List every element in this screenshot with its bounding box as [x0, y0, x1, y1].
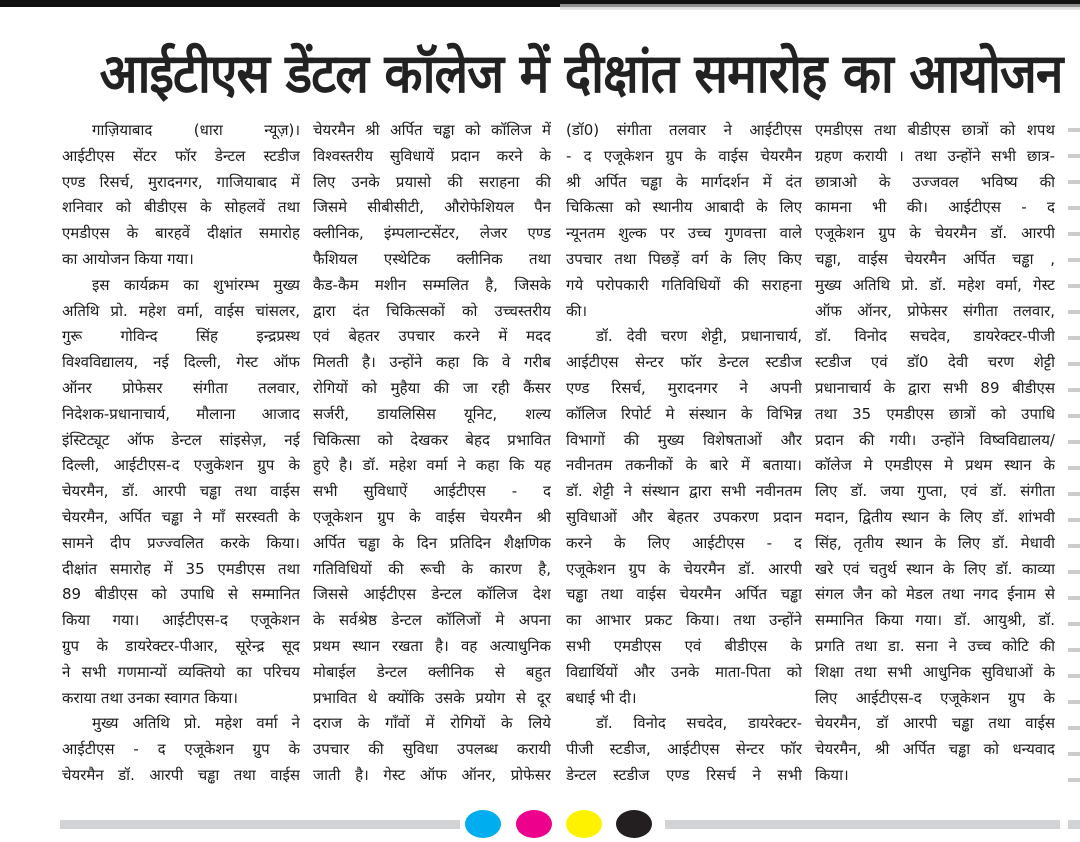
text-line: डॉ. विनोद सचदेव, डायरेक्टर-पीजी	[815, 327, 1055, 346]
text-line: अतिथि प्रो. महेश वर्मा, वाईस चांसलर,	[62, 301, 300, 320]
text-line: डेन्टल स्टडीज एण्ड रिसर्च ने सभी	[566, 765, 802, 784]
text-line: चेयरमैन डॉ. आरपी चड्ढा तथा वाईस	[62, 765, 300, 784]
text-line: इस कार्यक्रम का शुभांरम्भ मुख्य	[92, 275, 300, 294]
text-line: कॉलेज मे एमडीएस मे प्रथम स्थान के	[815, 456, 1055, 475]
text-line: डॉ. शेट्टी ने संस्थान द्वारा सभी नवीनतम	[566, 482, 802, 501]
text-line: पीजी स्टडीज, आईटीएस सेन्टर फॉर	[566, 740, 802, 759]
text-line: प्रधानाचार्य के द्वारा सभी 89 बीडीएस	[815, 378, 1055, 397]
text-line: एमडीएस तथा बीडीएस छात्रों को शपथ	[815, 121, 1055, 139]
text-line: विश्वविद्यालय, नई दिल्ली, गेस्ट ऑफ	[62, 353, 300, 372]
text-line: इंस्टिट्यूट ऑफ डेन्टल सांइसेज़, नई	[62, 430, 300, 449]
paragraph	[566, 324, 802, 711]
text-line: प्रभावित थे क्योंकि उसके प्रयोग से दूर	[313, 688, 551, 707]
text-line: शिक्षा तथा सभी आधुनिक सुविधाओं के	[815, 662, 1055, 681]
yellow-registration-dot	[566, 810, 602, 838]
text-line: ऑनर प्रोफेसर संगीता तलवार,	[62, 378, 300, 397]
paragraph	[313, 118, 551, 789]
text-line: दीक्षांत समारोह में 35 एमडीएस तथा	[62, 559, 300, 578]
article-column-4	[815, 118, 1055, 789]
text-line: विश्वस्तरीय सुविधायें प्रदान करने के	[313, 146, 551, 165]
text-line: चेयरमैन, डॉ आरपी चड्ढा तथा वाईस	[815, 714, 1055, 733]
text-line: एमडीएस के बारहवें दीक्षांत समारोह	[62, 224, 300, 243]
bottom-rule-right	[665, 820, 1060, 829]
text-line: श्री अर्पित चड्ढा के मार्गदर्शन में दंत	[566, 172, 802, 191]
text-line: डॉ. देवी चरण शेट्टी, प्रधानाचार्य,	[596, 327, 802, 346]
text-line: संगल जैन को मेडल तथा नगद ईनाम से	[815, 585, 1055, 604]
text-line: 89 बीडीएस को उपाधि से सम्मानित	[62, 585, 300, 604]
text-line: निदेशक-प्रधानाचार्य, मौलाना आजाद	[62, 404, 300, 423]
text-line: विभागों की मुख्य विशेषताओं और	[566, 430, 802, 449]
text-line: डॉ. विनोद सचदेव, डायरेक्टर-	[596, 714, 802, 733]
text-line: तथा 35 एमडीएस छात्रों को उपाधि	[815, 404, 1055, 423]
text-line: आईटीएस - द एजूकेशन ग्रुप के	[62, 740, 300, 759]
text-line: स्टडीज एवं डॉ0 देवी चरण शेट्टी	[815, 353, 1055, 372]
text-line: लिए आईटीएस-द एजूकेशन ग्रुप के	[815, 688, 1055, 707]
text-line: सम्मानित किया गया। डॉ. आयुश्री, डॉ.	[815, 611, 1055, 630]
adjacent-column-edge	[1068, 118, 1080, 798]
text-line: ने सभी गणमान्यों व्यक्तियो का परिचय	[62, 662, 300, 681]
text-line: एण्ड रिसर्च, मुरादनगर ने अपनी	[566, 378, 802, 397]
text-line: प्रथम स्थान रखता है। वह अत्याधुनिक	[313, 636, 551, 655]
text-line: खरे एवं चतुर्थ स्थान के लिए डॉ. काव्या	[815, 559, 1055, 578]
text-line: चिकित्सा को स्थानीय आबादी के लिए	[566, 198, 802, 217]
article-column-3	[566, 118, 802, 789]
text-line: जिसमे सीबीसीटी, औरोफेशियल पैन	[313, 198, 551, 217]
text-line: किया गया। आईटीएस-द एजूकेशन	[62, 611, 300, 630]
text-line: एजूकेशन ग्रुप के वाईस चेयरमैन श्री	[313, 507, 551, 526]
text-line: एण्ड रिसर्च, मुरादनगर, गाजियाबाद में	[62, 172, 300, 191]
text-line: किया।	[815, 765, 849, 784]
text-line: आईटीएस सेन्टर फॉर डेन्टल स्टडीज	[566, 353, 802, 372]
text-line: दराज के गाँवों में रोगियों के लिये	[313, 714, 551, 733]
text-line: सुविधाओं और बेहतर उपकरण प्रदान	[566, 507, 802, 526]
text-line: गुरू गोविन्द सिंह इन्द्रप्रस्थ	[62, 327, 300, 346]
text-line: चड्ढा, वाईस चेयरमैन अर्पित चड्ढा ,	[815, 249, 1055, 268]
paragraph	[62, 118, 300, 273]
text-line: चड्ढा तथा वाईस चेयरमैन अर्पित चड्ढा	[566, 585, 802, 604]
text-line: प्रदान की गयी। उन्होंने विष्वविद्यालय/	[815, 430, 1055, 449]
text-line: का आभार प्रकट किया। तथा उन्होंने	[566, 611, 802, 630]
magenta-registration-dot	[516, 810, 552, 838]
text-line: सभी सुविधाऐं आईटीएस - द	[313, 482, 551, 501]
text-line: मिलती है। उन्होंने कहा कि वे गरीब	[313, 353, 551, 372]
text-line: उपचार की सुविधा उपलब्ध करायी	[313, 740, 551, 759]
paragraph	[815, 118, 1055, 789]
text-line: गाज़ियाबाद (धारा न्यूज़)।	[92, 121, 300, 139]
text-line: सर्जरी, डायलिसिस यूनिट, शल्य	[313, 404, 551, 423]
text-line: सभी एमडीएस एवं बीडीएस के	[566, 636, 802, 655]
text-line: प्रगति तथा डा. सना ने उच्च कोटि की	[815, 636, 1055, 655]
text-line: सामने दीप प्रज्ज्वलित करके किया।	[62, 533, 300, 552]
text-line: हुऐ है। डॉ. महेश वर्मा ने कहा कि यह	[313, 456, 551, 475]
text-line: ग्रहण करायी । तथा उन्होंने सभी छात्र-	[815, 146, 1055, 165]
text-line: उपचार तथा पिछड़ें वर्ग के लिए किए	[566, 249, 802, 268]
text-line: फैशियल एस्थेटिक क्लीनिक तथा	[313, 249, 551, 268]
text-line: ग्रुप के डायरेक्टर-पीआर, सूरेन्द्र सूद	[62, 636, 300, 655]
text-line: न्यूनतम शुल्क पर उच्च गुणवत्ता वाले	[566, 224, 802, 243]
text-line: रोगियों को मुहैया की जा रही कैंसर	[313, 378, 551, 397]
text-line: का आयोजन किया गया।	[62, 249, 194, 268]
text-line: क्लीनिक, इंम्पलान्टसेंटर, लेजर एण्ड	[313, 224, 551, 243]
text-line: दिल्ली, आईटीएस-द एजुकेशन ग्रुप के	[62, 456, 300, 475]
paragraph	[62, 711, 300, 788]
text-line: चिकित्सा को देखकर बेहद प्रभावित	[313, 430, 551, 449]
text-line: के सर्वश्रेष्ठ डेन्टल कॉलिजों मे अपना	[313, 611, 551, 630]
text-line: कैड-कैम मशीन सम्मलित है, जिसके	[313, 275, 551, 294]
text-line: द्वारा दंत चिकित्सकों को उच्चस्तरीय	[313, 301, 551, 320]
text-line: गये परोपकारी गतिविधियों की सराहना	[566, 275, 802, 294]
text-line: (डॉ0) संगीता तलवार ने आईटीएस	[566, 121, 802, 139]
paragraph	[62, 273, 300, 712]
paragraph	[566, 118, 802, 324]
text-line: शनिवार को बीडीएस के सोहलवें तथा	[62, 198, 300, 217]
text-line: मदान, द्वितीय स्थान के लिए डॉ. शांभवी	[815, 507, 1055, 526]
text-line: चेयरमैन, श्री अर्पित चड्ढा को धन्यवाद	[815, 740, 1055, 759]
text-line: - द एजूकेशन ग्रुप के वाईस चेयरमैन	[566, 146, 802, 165]
bottom-rule-edge	[1068, 820, 1080, 829]
text-line: चेयरमैन श्री अर्पित चड्ढा को कॉलिज में	[313, 121, 551, 139]
text-line: चेयरमैन, अर्पित चड्ढा ने माँ सरस्वती के	[62, 507, 300, 526]
text-line: जाती है। गेस्ट ऑफ ऑनर, प्रोफेसर	[313, 765, 551, 784]
text-line: कराया तथा उनका स्वागत किया।	[62, 688, 238, 707]
text-line: आईटीएस सेंटर फॉर डेन्टल स्टडीज	[62, 146, 300, 165]
text-line: नवीनतम तकनीकों के बारे में बताया।	[566, 456, 802, 475]
cyan-registration-dot	[465, 810, 501, 838]
text-line: गतिविधियों की रूची के कारण है,	[313, 559, 551, 578]
text-line: की।	[566, 301, 588, 320]
text-line: जिससे आईटीएस डेन्टल कॉलिज देश	[313, 585, 551, 604]
text-line: छात्राओ के उज्जवल भविष्य की	[815, 172, 1055, 191]
text-line: चेयरमैन, डॉ. आरपी चड्ढा तथा वाईस	[62, 482, 300, 501]
text-line: एजूकेशन ग्रुप के चेयरमैन डॉ. आरपी	[566, 559, 802, 578]
article-column-1	[62, 118, 300, 789]
text-line: कामना भी की। आईटीएस - द	[815, 198, 1055, 217]
text-line: मोबाईल डेन्टल क्लीनिक से बहुत	[313, 662, 551, 681]
text-line: कॉलिज रिपोर्ट मे संस्थान के विभिन्न	[566, 404, 802, 423]
text-line: मुख्य अतिथि प्रो. डॉ. महेश वर्मा, गेस्ट	[815, 275, 1055, 294]
text-line: मुख्य अतिथि प्रो. महेश वर्मा ने	[92, 714, 300, 733]
text-line: बधाई भी दी।	[566, 688, 637, 707]
previous-article-strip	[560, 4, 1080, 10]
text-line: एवं बेहतर उपचार करने में मदद	[313, 327, 551, 346]
text-line: करने के लिए आईटीएस - द	[566, 533, 802, 552]
text-line: सिंह, तृतीय स्थान के लिए डॉ. मेधावी	[815, 533, 1055, 552]
text-line: अर्पित चड्ढा के दिन प्रतिदिन शैक्षणिक	[313, 533, 551, 552]
text-line: एजूकेशन ग्रुप के चेयरमैन डॉ. आरपी	[815, 224, 1055, 243]
text-line: विद्यार्थियों और उनके माता-पिता को	[566, 662, 802, 681]
text-line: लिए डॉ. जया गुप्ता, एवं डॉ. संगीता	[815, 482, 1055, 501]
text-line: लिए उनके प्रयासो की सराहना की	[313, 172, 551, 191]
black-registration-dot	[616, 810, 652, 838]
headline: आईटीएस डेंटल कॉलेज में दीक्षांत समारोह का आयोजन	[99, 42, 1063, 105]
paragraph	[566, 711, 802, 788]
text-line: ऑफ ऑनर, प्रोफेसर संगीता तलवार,	[815, 301, 1055, 320]
article-column-2	[313, 118, 551, 789]
bottom-rule-left	[60, 820, 460, 829]
